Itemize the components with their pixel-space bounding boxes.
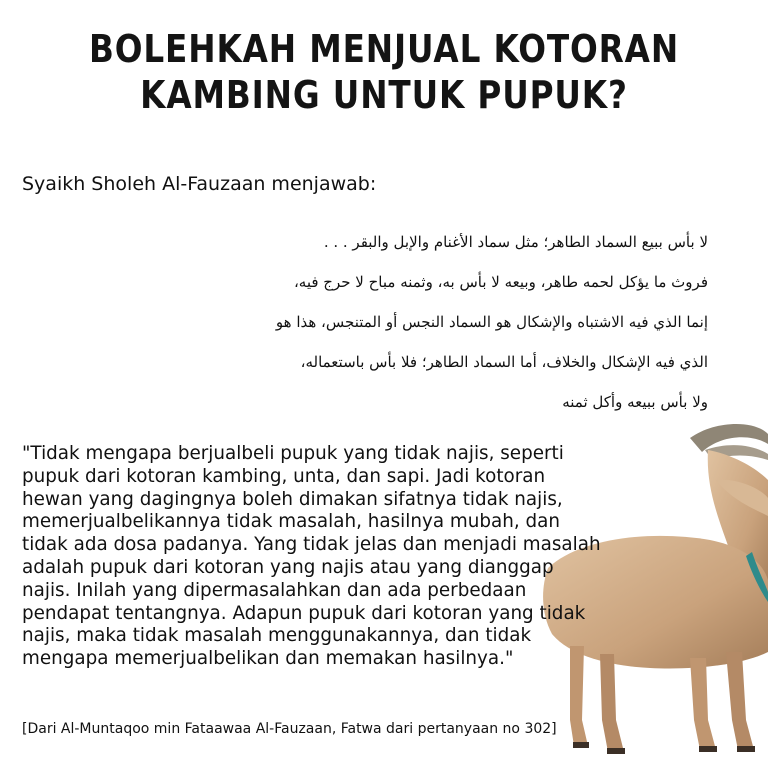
quote-line: adalah pupuk dari kotoran yang najis atau yang dianggap: [22, 555, 554, 578]
quote-line: mengapa memerjualbelikan dan memakan hasilnya.": [22, 647, 514, 670]
quote-line: tidak ada dosa padanya. Yang tidak jelas dan menjadi masalah: [22, 533, 601, 556]
quote-line: memerjualbelikannya tidak masalah, hasilnya mubah, dan: [22, 510, 561, 533]
arabic-line: لا بأس ببيع السماد الطاهر؛ مثل سماد الأغنام والإبل والبقر . . .: [323, 233, 708, 251]
quote-text: [22, 442, 698, 670]
source-citation: [Dari Al-Muntaqoo min Fataawaa Al-Fauzaan, Fatwa dari pertanyaan no 302]: [22, 721, 557, 737]
title-line-1: BOLEHKAH MENJUAL KOTORAN: [88, 27, 680, 71]
quote-line: "Tidak mengapa berjualbeli pupuk yang tidak najis, seperti: [22, 442, 564, 464]
arabic-line: فروث ما يؤكل لحمه طاهر، وبيعه لا بأس به، وثمنه مباح لا حرج فيه،: [293, 273, 708, 291]
arabic-text: [275, 222, 708, 422]
arabic-line: الذي فيه الإشكال والخلاف، أما السماد الطاهر؛ فلا بأس باستعماله،: [300, 353, 708, 371]
title-line-2: KAMBING UNTUK PUPUK?: [140, 73, 628, 117]
quote-line: pendapat tentangnya. Adapun pupuk dari kotoran yang tidak: [22, 601, 586, 624]
quote-line: pupuk dari kotoran kambing, unta, dan sapi. Jadi kotoran: [22, 464, 546, 487]
arabic-line: ولا بأس ببيعه وأكل ثمنه: [562, 393, 708, 411]
page-title: [54, 26, 714, 118]
arabic-line: إنما الذي فيه الاشتباه والإشكال هو السماد النجس أو المتنجس، هذا هو: [275, 313, 708, 331]
quote-line: najis. Inilah yang dipermasalahkan dan ada perbedaan: [22, 578, 527, 601]
subtitle: Syaikh Sholeh Al-Fauzaan menjawab:: [22, 173, 377, 195]
quote-line: najis, maka tidak masalah menggunakannya, dan tidak: [22, 624, 532, 647]
quote-line: hewan yang dagingnya boleh dimakan sifatnya tidak najis,: [22, 487, 563, 510]
